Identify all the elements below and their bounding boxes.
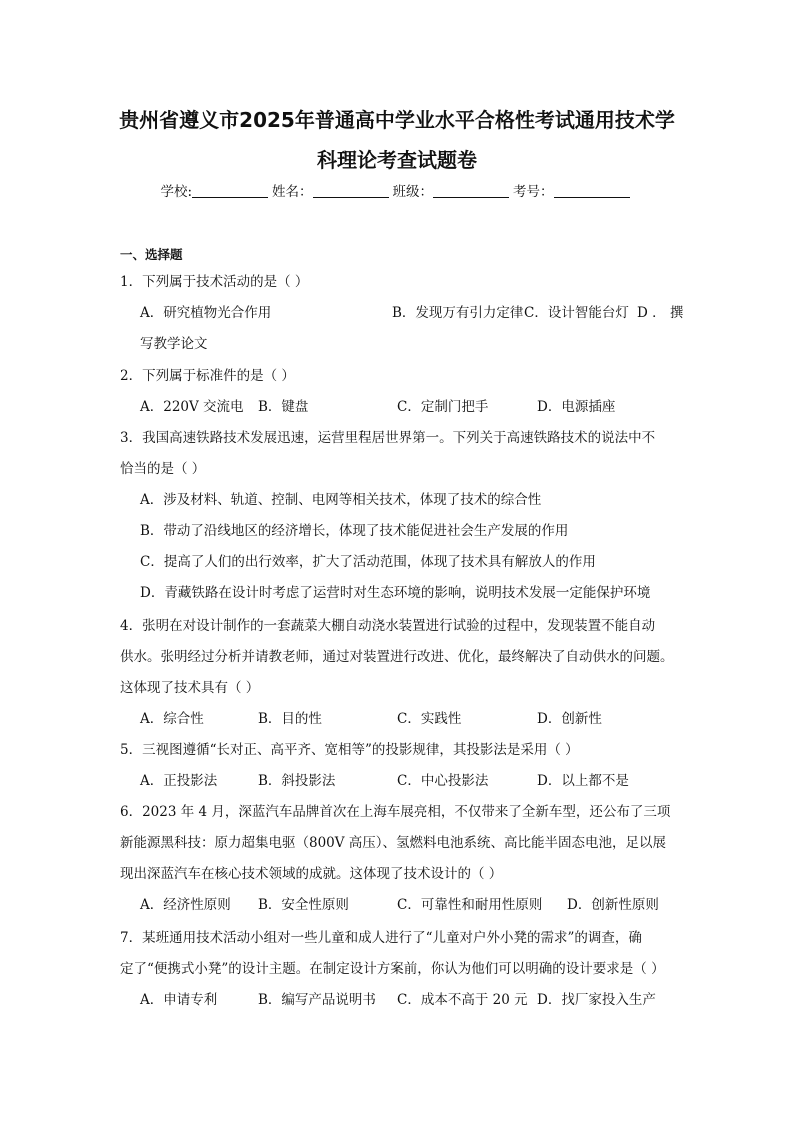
exam-title-line1: 贵州省遵义市2025年普通高中学业水平合格性考试通用技术学 [119, 108, 675, 132]
question-stem: 6．2023 年 4 月，深蓝汽车品牌首次在上海车展亮相，不仅带来了全新车型，还公布了三项 [120, 804, 671, 820]
option: D．创新性 [537, 711, 602, 727]
option: B．目的性 [258, 711, 322, 727]
school-label: 学校: [160, 184, 193, 200]
option: A．220V 交流电 [140, 399, 244, 415]
option: C．设计智能台灯 [524, 305, 629, 321]
option: B．安全性原则 [258, 897, 349, 913]
question-stem: 1．下列属于技术活动的是（ ） [120, 274, 309, 290]
question-stem: 新能源黑科技：原力超集电驱（800V 高压）、氢燃料电池系统、高比能半固态电池，足以展 [120, 835, 667, 851]
option: A．申请专利 [140, 992, 218, 1008]
question-stem: 供水。张明经过分析并请教老师，通过对装置进行改进、优化，最终解决了自动供水的问题。 [120, 649, 674, 665]
option-continuation: 写教学论文 [140, 336, 208, 352]
question-stem: 4．张明在对设计制作的一套蔬菜大棚自动浇水装置进行试验的过程中，发现装置不能自动 [120, 618, 656, 634]
option: B．斜投影法 [258, 773, 336, 789]
option: D．电源插座 [537, 399, 616, 415]
section-heading: 一、选择题 [120, 247, 183, 262]
exam-title-line2: 科理论考查试题卷 [317, 148, 477, 172]
option: D．以上都不是 [537, 773, 629, 789]
option: C．中心投影法 [397, 773, 489, 789]
question-stem: 这体现了技术具有（ ） [120, 680, 260, 696]
question-stem: 恰当的是（ ） [120, 461, 206, 477]
option: A．涉及材料、轨道、控制、电网等相关技术，体现了技术的综合性 [140, 492, 542, 508]
option: D．找厂家投入生产 [537, 992, 656, 1008]
question-stem: 3．我国高速铁路技术发展迅速，运营里程居世界第一。下列关于高速铁路技术的说法中不 [120, 430, 656, 446]
question-stem: 5．三视图遵循“长对正、高平齐、宽相等”的投影规律，其投影法是采用（ ） [120, 742, 579, 758]
option: C．定制门把手 [397, 399, 489, 415]
option: C．可靠性和耐用性原则 [397, 897, 543, 913]
question-stem: 现出深蓝汽车在核心技术领域的成就。这体现了技术设计的（ ） [120, 866, 503, 882]
question-stem: 2．下列属于标准件的是（ ） [120, 368, 295, 384]
option: A．经济性原则 [140, 897, 231, 913]
option: D．创新性原则 [567, 897, 659, 913]
question-stem: 定了“便携式小凳”的设计主题。在制定设计方案前，你认为他们可以明确的设计要求是（ ） [120, 961, 665, 977]
name-blank [313, 185, 389, 198]
name-label: 姓名： [272, 184, 313, 200]
class-blank [433, 185, 509, 198]
option: B．带动了沿线地区的经济增长，体现了技术能促进社会生产发展的作用 [140, 523, 569, 539]
option: B．发现万有引力定律 [392, 305, 524, 321]
option: C．成本不高于 20 元 [397, 992, 528, 1008]
option: A．研究植物光合作用 [140, 305, 272, 321]
student-info-row [0, 180, 794, 200]
exam-no-blank [554, 185, 630, 198]
question-stem: 7．某班通用技术活动小组对一些儿童和成人进行了“儿童对户外小凳的需求”的调查，确 [120, 930, 642, 946]
option: A．综合性 [140, 711, 204, 727]
option: B．编写产品说明书 [258, 992, 376, 1008]
class-label: 班级： [392, 184, 434, 200]
exam-no-label: 考号： [513, 184, 554, 200]
option: A．正投影法 [140, 773, 218, 789]
option: C．实践性 [397, 711, 462, 727]
option: D ． 撰 [637, 305, 684, 321]
option: B．键盘 [258, 399, 309, 415]
school-blank [192, 185, 268, 198]
option: C．提高了人们的出行效率，扩大了活动范围，体现了技术具有解放人的作用 [140, 554, 596, 570]
option: D．青藏铁路在设计时考虑了运营时对生态环境的影响，说明技术发展一定能保护环境 [140, 585, 651, 601]
